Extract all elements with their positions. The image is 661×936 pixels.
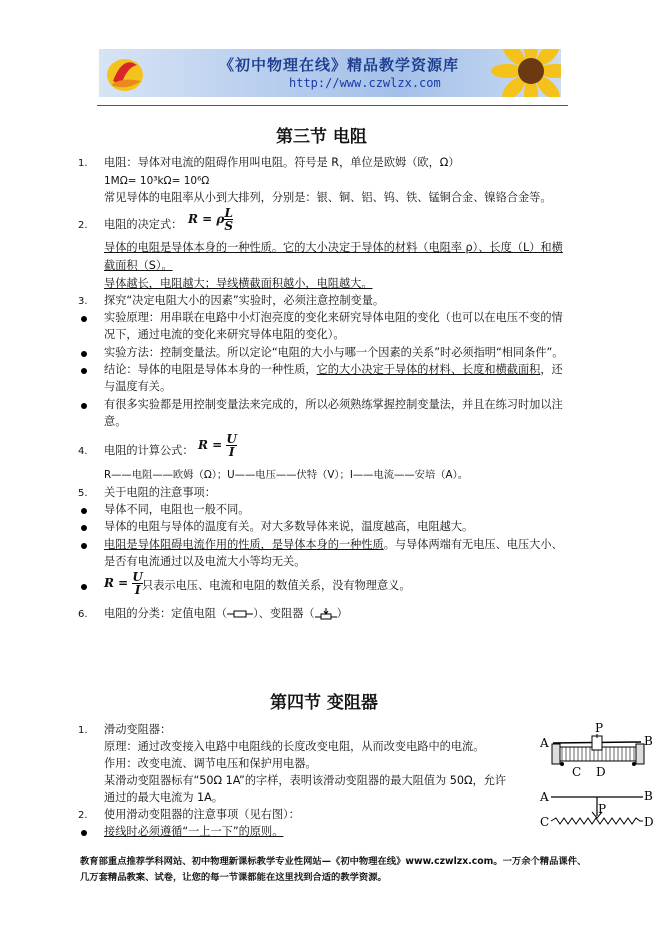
site-logo-icon [103,51,147,95]
ratio-formula-note: 只表示电压、电流和电阻的数值关系，没有物理意义。 [142,579,411,592]
control-variable-line2: 意。 [104,415,127,428]
notes-heading: 关于电阻的注意事项： [104,486,216,499]
sliding-rheostat-heading: 滑动变阻器： [104,723,172,736]
sliding-rheostat-figure [536,720,658,832]
formula-legend: R——电阻——欧姆（Ω）；U——电压——伏特（V）；I——电流——安培（A）。 [104,469,469,481]
svg-text:A: A [540,790,549,804]
rheostat-symbol-icon [315,608,337,620]
banner-title: 《初中物理在线》精品教学资源库 [219,56,460,74]
footer-line2: 几万套精品教案、试卷，让您的每一节课都能在这里找到合适的教学资源。 [80,872,387,883]
resistor-classification: 电阻的分类：定值电阻（ ）、变阻器（ ） [104,607,348,620]
section-4-title: 第四节 变阻器 [270,693,378,713]
resistance-definition: 电阻：导体对电流的阻碍作用叫电阻。符号是 R，单位是欧姆（欧，Ω） [104,156,460,169]
item-number: 1. [78,725,88,736]
bullet-icon [81,830,87,836]
svg-text:D: D [596,765,606,779]
rheostat-notes-heading: 使用滑动变阻器的注意事项（见右图）： [104,808,300,821]
resistivity-order: 常见导体的电阻率从小到大排列，分别是：银、铜、铝、钨、铁、锰铜合金、镍铬合金等。 [104,191,552,204]
item-number: 2. [78,220,88,231]
svg-text:B: B [644,789,653,803]
svg-text:C: C [540,815,550,829]
resistance-property-line2: 截面积（S）。 [104,259,173,272]
item-number: 4. [78,446,88,457]
svg-text:B: B [644,734,653,748]
bullet-icon [81,316,87,322]
experiment-principle-line2: 况下，通过电流的变化来研究导体电阻的变化）。 [104,328,345,341]
item-number: 5. [78,488,88,499]
wiring-rule: 接线时必须遵循“一上一下”的原则。 [104,825,284,838]
svg-text:D: D [644,815,654,829]
bullet-icon [81,543,87,549]
item-number: 3. [78,296,88,307]
note-temperature: 导体的电阻与导体的温度有关。对大多数导体来说，温度越高，电阻越大。 [104,520,474,533]
conclusion-line1: 结论：导体的电阻是导体本身的一种性质，它的大小决定于导体的材料、长度和横截面积，还 [104,363,563,376]
control-variable-line1: 有很多实验都是用控制变量法来完成的，所以必须熟练掌握控制变量法，并且在练习时加以注 [104,398,563,411]
svg-text:P: P [595,721,604,735]
resistance-property-line1: 导体的电阻是导体本身的一种性质。它的大小决定于导体的材料（电阻率 ρ）、长度（L）和横 [104,241,563,254]
fixed-resistor-icon [227,610,253,618]
ratio-formula: R = $\frac{U}{I}$ [104,570,143,597]
conclusion-line2: 与温度有关。 [104,380,172,393]
item-number: 2. [78,810,88,821]
determinant-formula-label: 电阻的决定式： [104,218,183,231]
svg-text:A: A [540,736,549,750]
unit-conversion: 1MΩ= 10³kΩ= 10⁶Ω [104,175,210,187]
bullet-icon [81,351,87,357]
site-banner [99,49,561,97]
bullet-icon [81,368,87,374]
bullet-icon [81,584,87,590]
rheostat-rating-line1: 某滑动变阻器标有“50Ω 1A”的字样，表明该滑动变阻器的最大阻值为 50Ω，允许 [104,774,507,787]
footer-line1: 教育部重点推荐学科网站、初中物理新课标教学专业性网站—《初中物理在线》www.czwlzx.com。一万余个精品课件、 [80,856,587,867]
calculation-formula-label: 电阻的计算公式： [104,444,194,457]
note-different-conductor: 导体不同，电阻也一般不同。 [104,503,250,516]
experiment-principle-line1: 实验原理：用串联在电路中小灯泡亮度的变化来研究导体电阻的变化（也可以在电压不变的情 [104,311,563,324]
svg-text:P: P [598,802,607,816]
rheostat-function: 作用：改变电流、调节电压和保护用电器。 [104,757,317,770]
rheostat-rating-line2: 通过的最大电流为 1A。 [104,791,224,804]
bullet-icon [81,508,87,514]
section-3-title: 第三节 电阻 [276,127,367,147]
banner-url[interactable]: http://www.czwlzx.com [289,76,441,90]
sunflower-icon [491,49,561,97]
svg-text:C: C [572,765,582,779]
note-property-line2: 是否有电流通过以及电流大小等均无关。 [104,555,306,568]
item-number: 6. [78,609,88,620]
bullet-icon [81,403,87,409]
experiment-method: 实验方法：控制变量法。所以定论“电阻的大小与哪一个因素的关系”时必须指明“相同条件”。 [104,346,564,359]
calculation-formula: R = $\frac{U}{I}$ [198,432,237,459]
explore-experiment: 探究“决定电阻大小的因素”实验时，必须注意控制变量。 [104,294,385,307]
bullet-icon [81,525,87,531]
header-rule [97,105,568,106]
length-area-relation: 导体越长，电阻越大；导线横截面积越小，电阻越大。 [104,277,373,290]
item-number: 1. [78,158,88,169]
rheostat-principle: 原理：通过改变接入电路中电阻线的长度改变电阻，从而改变电路中的电流。 [104,740,485,753]
note-property-line1: 电阻是导体阻碍电流作用的性质，是导体本身的一种性质。与导体两端有无电压、电压大小、 [104,538,563,551]
determinant-formula: R = ρ $\frac{L}{S}$ [188,206,234,233]
